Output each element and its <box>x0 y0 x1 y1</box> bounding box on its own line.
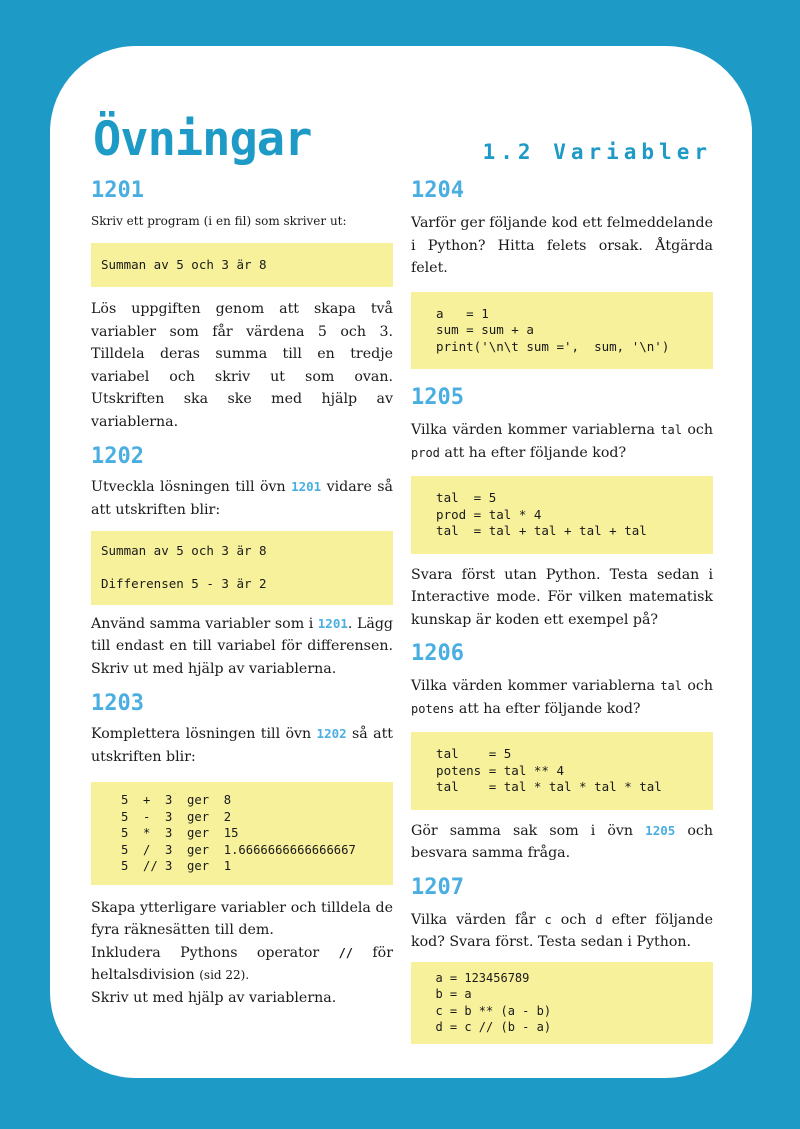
exercise-intro <box>91 476 393 521</box>
intro-text: Komplettera lösningen till övn <box>91 726 317 742</box>
exercise-number: 1202 <box>91 444 144 469</box>
exercise-number: 1206 <box>411 641 464 666</box>
exercise-1204 <box>411 178 713 369</box>
intro-text: och <box>551 911 596 928</box>
exercise-text <box>91 613 393 681</box>
inline-variable: c <box>544 912 552 927</box>
exercise-intro: Skriv ett program (i en fil) som skriver ut: <box>91 214 347 228</box>
code-block: Summan av 5 och 3 är 8 <box>91 243 393 288</box>
section-heading: 1.2 Variabler <box>482 140 712 164</box>
intro-text: att ha efter följande kod? <box>454 700 641 717</box>
inline-variable: tal <box>660 423 683 437</box>
exercise-reference: 1201 <box>317 615 348 631</box>
intro-text: Vilka värden kommer variablerna <box>411 678 661 694</box>
text-part: Inkludera Pythons operator <box>91 944 339 961</box>
intro-text: Vilka värden kommer variablerna <box>411 422 661 438</box>
exercise-text: Skapa ytterligare variabler och tilldela de fyra räknesätten till dem. <box>91 899 393 938</box>
intro-text: och <box>682 678 714 694</box>
code-block: a = 1 sum = sum + a print('\n\t sum =', sum, '\n') <box>411 292 713 370</box>
exercise-text: Svara först utan Python. Testa sedan i Interactive mode. För vilken matematisk kunskap är koden ett exempel på? <box>411 566 713 628</box>
exercise-text <box>91 942 393 987</box>
exercise-1202 <box>91 444 393 680</box>
exercise-number: 1207 <box>411 874 464 900</box>
inline-variable: tal <box>660 679 683 693</box>
exercise-1205 <box>411 385 713 631</box>
exercise-text <box>411 820 713 865</box>
text-part: Gör samma sak som i övn <box>411 822 646 839</box>
exercise-intro <box>91 723 393 768</box>
code-block: tal = 5 potens = tal ** 4 tal = tal * tal * tal * tal <box>411 732 713 810</box>
page-reference: (sid 22). <box>199 968 250 982</box>
text-part: och besvara samma fråga. <box>411 822 713 861</box>
exercise-intro: Varför ger följande kod ett felmeddelande i Python? Hitta felets orsak. Åtgärda felet. <box>411 215 713 276</box>
page-title: Övningar <box>93 112 312 167</box>
exercise-intro <box>411 909 713 954</box>
exercise-text: Lös uppgiften genom att skapa två variabler som får värdena 5 och 3. Tilldela deras summa till en tredje variabel och skriv ut som ovan. Utskriften ska ske med hjälp av variablerna. <box>91 301 393 430</box>
intro-text: vidare så att utskriften blir: <box>91 479 394 518</box>
inline-variable: prod <box>411 445 440 460</box>
inline-variable: potens <box>411 701 455 716</box>
exercise-1207 <box>411 875 713 1044</box>
exercise-intro <box>411 419 713 464</box>
exercise-intro <box>411 675 713 720</box>
text-part: Använd samma variabler som i <box>91 615 318 632</box>
intro-text: att ha efter följande kod? <box>439 444 627 461</box>
intro-text: Utveckla lösningen till övn <box>91 479 292 495</box>
exercise-1201 <box>91 178 393 433</box>
inline-operator: // <box>338 945 354 960</box>
exercise-number: 1201 <box>91 178 144 203</box>
right-column <box>411 178 713 1044</box>
intro-text: så att utskriften blir: <box>91 726 393 765</box>
exercise-text: Skriv ut med hjälp av variablerna. <box>91 989 337 1006</box>
exercise-reference: 1202 <box>316 726 347 741</box>
exercise-1203 <box>91 691 393 1009</box>
intro-text: och <box>682 422 714 438</box>
code-block: 5 + 3 ger 8 5 - 3 ger 2 5 * 3 ger 15 5 / 3 ger 1.6666666666666667 5 // 3 ger 1 <box>91 782 393 885</box>
inline-variable: d <box>595 912 603 927</box>
exercise-1206 <box>411 641 713 865</box>
code-block: a = 123456789 b = a c = b ** (a - b) d = c // (b - a) <box>411 962 713 1044</box>
left-column <box>91 178 393 1009</box>
intro-text: efter följande kod? Svara först. Testa sedan i Python. <box>411 911 713 950</box>
exercise-number: 1203 <box>91 691 144 716</box>
code-block: tal = 5 prod = tal * 4 tal = tal + tal + tal + tal <box>411 476 713 554</box>
intro-text: Vilka värden får <box>411 911 545 928</box>
text-part: för heltalsdivision <box>91 944 394 983</box>
exercise-reference: 1205 <box>645 822 676 838</box>
exercise-number: 1205 <box>411 385 464 410</box>
text-part: . Lägg till endast en till variabel för differensen. Skriv ut med hjälp av variablerna. <box>91 615 393 677</box>
exercise-reference: 1201 <box>291 479 322 494</box>
code-block: Summan av 5 och 3 är 8 Differensen 5 - 3 är 2 <box>91 531 393 605</box>
exercise-number: 1204 <box>411 178 464 203</box>
